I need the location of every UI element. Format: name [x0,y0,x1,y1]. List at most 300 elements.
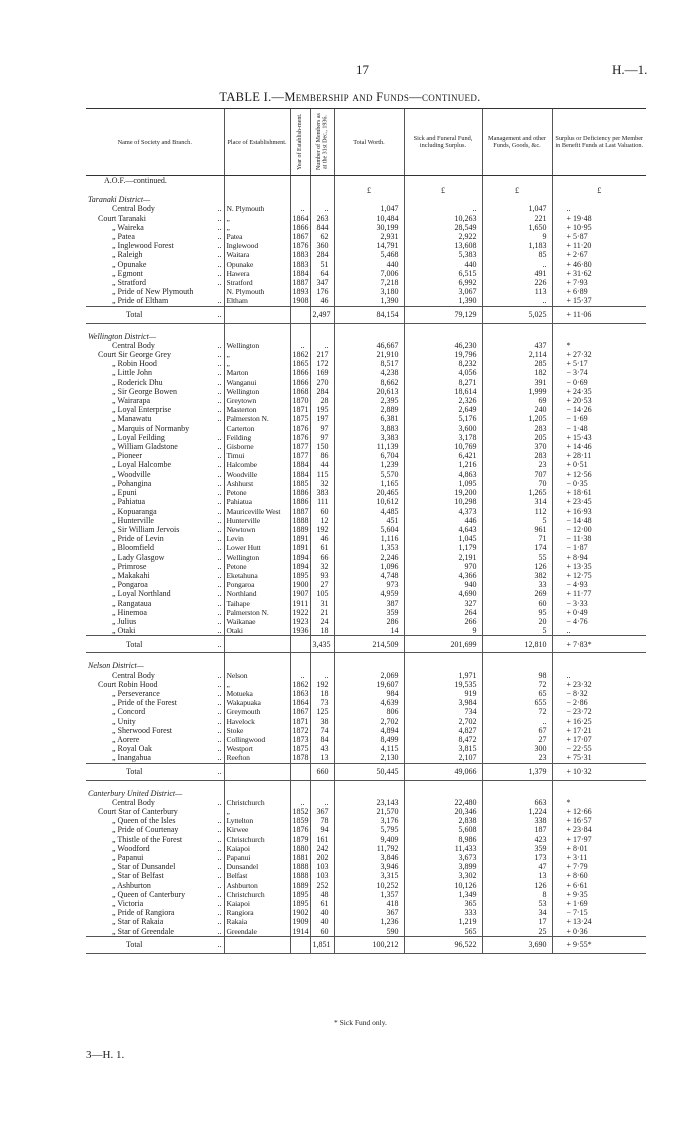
member-count: 13 [310,753,334,763]
empty-cell-5 [404,661,482,670]
member-count: 61 [310,543,334,552]
leader-dots: .. [217,816,222,826]
branch-row [86,908,646,917]
total-label [86,936,224,953]
year-established: 1871 [290,405,310,414]
year-established: 1875 [290,414,310,423]
leader-dots: .. [217,204,222,214]
branch-name [86,744,224,753]
sick-funeral-fund: 3,178 [404,433,482,442]
year-established: 1880 [290,844,310,853]
sick-funeral-fund: 28,549 [404,223,482,232]
branch-row [86,735,646,744]
sick-funeral-fund: 46,230 [404,341,482,350]
year-established: 1872 [290,726,310,735]
place-of-establishment: Greytown [224,396,290,405]
branch-name-text: „ Inangahua [112,753,151,763]
leader-dots: .. [217,917,222,927]
member-count: 48 [310,890,334,899]
member-count: 18 [310,689,334,698]
sick-funeral-fund: 2,838 [404,816,482,825]
place-of-establishment: Pongaroa [224,580,290,589]
branch-name [86,460,224,469]
surplus-deficiency: + 1·69 [552,899,646,908]
col-header-year [290,109,310,176]
management-funds: 95 [482,608,552,617]
branch-row [86,414,646,423]
place-of-establishment: „ [224,223,290,232]
branch-name [86,580,224,589]
col-header-members [310,109,334,176]
management-funds: 5 [482,626,552,636]
sick-funeral-fund: 266 [404,617,482,626]
management-funds: 655 [482,698,552,707]
branch-name [86,698,224,707]
branch-name [86,671,224,680]
leader-dots: .. [217,871,222,881]
place-of-establishment: Dunsandel [224,862,290,871]
management-funds: .. [482,260,552,269]
total-label [86,636,224,653]
member-count: 103 [310,862,334,871]
member-count: 176 [310,287,334,296]
leader-dots: .. [217,259,222,269]
empty-cell-2 [290,653,310,662]
surplus-deficiency: + 0·49 [552,608,646,617]
leader-dots: .. [217,442,222,452]
branch-name-text: „ Stratford [112,278,146,288]
branch-name-text: „ Loyal Enterprise [112,405,172,415]
leader-dots: .. [217,940,222,950]
management-funds: 187 [482,825,552,834]
branch-row [86,927,646,937]
surplus-deficiency: + 17·97 [552,835,646,844]
year-established: 1877 [290,442,310,451]
total-worth: 4,959 [334,589,404,598]
management-funds: 67 [482,726,552,735]
member-count: 12 [310,516,334,525]
branch-name-text: „ Makakahi [112,570,150,580]
management-funds: .. [482,717,552,726]
leader-dots: .. [217,862,222,872]
management-funds: 663 [482,798,552,807]
sick-funeral-fund: 4,366 [404,571,482,580]
place-of-establishment: Kaiapoi [224,844,290,853]
branch-name-text: „ Royal Oak [112,744,152,754]
branch-row [86,881,646,890]
leader-dots: .. [217,405,222,415]
branch-name-text: „ Aorere [112,734,140,744]
management-funds: 20 [482,617,552,626]
year-established: 1886 [290,488,310,497]
member-count: 40 [310,908,334,917]
empty-cell-5 [404,176,482,186]
surplus-deficiency: + 20·53 [552,396,646,405]
leader-dots: .. [217,589,222,599]
leader-dots: .. [217,889,222,899]
place-of-establishment: „ [224,350,290,359]
total-worth: 20,465 [334,488,404,497]
year-established: 1908 [290,296,310,306]
year-established: 1883 [290,250,310,259]
place-of-establishment: Otaki [224,626,290,636]
year-established: 1883 [290,260,310,269]
sick-funeral-fund: 2,702 [404,717,482,726]
branch-row [86,798,646,807]
branch-name-text: Court Robin Hood [98,679,158,689]
total-worth: 8,517 [334,359,404,368]
empty-cell-0 [86,185,224,195]
branch-row [86,287,646,296]
total-worth: 3,883 [334,424,404,433]
member-count: 32 [310,479,334,488]
total-worth: 3,946 [334,862,404,871]
col-header-total-worth: Total Worth. [334,109,404,176]
total-worth: 359 [334,608,404,617]
management-funds: .. [482,296,552,306]
branch-name [86,844,224,853]
branch-name [86,753,224,763]
branch-name-text: „ Pongaroa [112,580,148,590]
year-established: 1878 [290,753,310,763]
surplus-deficiency: + 31·62 [552,269,646,278]
surplus-deficiency: − 0·35 [552,479,646,488]
management-funds: 85 [482,250,552,259]
surplus-deficiency: + 14·46 [552,442,646,451]
branch-row [86,250,646,259]
empty-cell-3 [310,176,334,186]
place-of-establishment: Kirwee [224,825,290,834]
sick-funeral-fund: 264 [404,608,482,617]
section-heading-row [86,195,646,204]
branch-name-text: „ Hunterville [112,515,154,525]
place-of-establishment: Masterton [224,405,290,414]
sick-funeral-fund: 3,815 [404,744,482,753]
total-worth: 451 [334,516,404,525]
member-count: 150 [310,442,334,451]
sick-funeral-fund: 333 [404,908,482,917]
management-funds: 71 [482,534,552,543]
branch-name [86,470,224,479]
total-worth: 1,353 [334,543,404,552]
branch-name-text: „ Patea [112,232,135,242]
management-funds: 25 [482,927,552,937]
empty-cell-2 [290,195,310,204]
total-members: 3,435 [310,636,334,653]
management-funds: 2,114 [482,350,552,359]
branch-name [86,214,224,223]
year-established: 1876 [290,424,310,433]
branch-name [86,908,224,917]
total-worth: 418 [334,899,404,908]
leader-dots: .. [217,853,222,862]
total-worth: 3,846 [334,853,404,862]
sick-funeral-fund: 13,608 [404,241,482,250]
section-heading: Nelson District— [88,661,144,671]
year-established: 1900 [290,580,310,589]
surplus-deficiency: − 1·69 [552,414,646,423]
branch-name [86,278,224,287]
sick-funeral-fund: 1,179 [404,543,482,552]
sick-funeral-fund: 8,472 [404,735,482,744]
leader-dots: .. [217,670,222,680]
place-of-establishment: Marton [224,368,290,377]
total-worth: 30,199 [334,223,404,232]
total-row [86,636,646,653]
year-established: 1888 [290,862,310,871]
surplus-deficiency: + 12·66 [552,807,646,816]
currency-symbol: £ [404,185,482,195]
place-of-establishment: Petone [224,488,290,497]
leader-dots: .. [217,497,222,507]
surplus-deficiency: − 0·69 [552,378,646,387]
member-count: 46 [310,534,334,543]
total-worth: 4,485 [334,507,404,516]
branch-row [86,671,646,680]
management-funds: 226 [482,278,552,287]
empty-cell-3 [310,780,334,789]
branch-name [86,442,224,451]
sick-funeral-fund: 940 [404,580,482,589]
year-established: 1864 [290,214,310,223]
branch-name [86,680,224,689]
total-worth: 4,748 [334,571,404,580]
management-funds: 55 [482,553,552,562]
surplus-deficiency: .. [552,671,646,680]
year-established: 1868 [290,387,310,396]
surplus-deficiency: + 8·94 [552,553,646,562]
branch-row [86,899,646,908]
place-of-establishment: N. Plymouth [224,287,290,296]
branch-name [86,396,224,405]
total-surplus: + 7·83* [552,636,646,653]
place-of-establishment: Lower Hutt [224,543,290,552]
branch-name [86,589,224,598]
place-of-establishment: Palmerston N. [224,608,290,617]
branch-name-text: Central Body [112,797,155,807]
place-of-establishment: Lyttelton [224,816,290,825]
year-established: 1866 [290,223,310,232]
place-of-establishment: Belfast [224,871,290,880]
year-established: 1895 [290,890,310,899]
branch-name [86,562,224,571]
surplus-deficiency: − 7·15 [552,908,646,917]
total-management: 3,690 [482,936,552,953]
branch-row [86,260,646,269]
total-management: 12,810 [482,636,552,653]
member-count: 270 [310,378,334,387]
place-of-establishment: Wellington [224,341,290,350]
total-worth: 1,096 [334,562,404,571]
place-of-establishment: Mauriceville West [224,507,290,516]
branch-name [86,350,224,359]
management-funds: 182 [482,368,552,377]
branch-name-text: „ Unity [112,716,136,726]
section-heading: Wellington District— [88,331,156,341]
branch-row [86,689,646,698]
branch-name [86,204,224,213]
place-of-establishment: Opunake [224,260,290,269]
branch-row [86,433,646,442]
empty-cell-0 [86,323,224,332]
branch-name-text: „ Primrose [112,561,147,571]
leader-dots: .. [217,734,222,744]
branch-name [86,223,224,232]
management-funds: 491 [482,269,552,278]
place-of-establishment: Wellington [224,553,290,562]
leader-dots: .. [217,506,222,516]
sick-funeral-fund: 4,643 [404,525,482,534]
year-established: .. [290,341,310,350]
total-worth-sum: 50,445 [334,763,404,780]
surplus-deficiency: + 17·07 [552,735,646,744]
sick-funeral-fund: 734 [404,707,482,716]
leader-dots: .. [217,698,222,708]
leader-dots: .. [217,432,222,442]
surplus-deficiency: + 0·51 [552,460,646,469]
place-of-establishment: Feilding [224,433,290,442]
year-established: 1891 [290,534,310,543]
place-of-establishment: Patea [224,232,290,241]
branch-name-text: „ Manawatu [112,414,152,424]
place-of-establishment: Eketahuna [224,571,290,580]
branch-row [86,488,646,497]
total-worth: 8,662 [334,378,404,387]
total-management: 1,379 [482,763,552,780]
management-funds: 707 [482,470,552,479]
total-worth: 6,704 [334,451,404,460]
total-worth: 19,607 [334,680,404,689]
management-funds: 1,183 [482,241,552,250]
place-of-establishment: Greendale [224,927,290,937]
empty-cell-2 [290,936,310,953]
sick-funeral-fund: 19,200 [404,488,482,497]
branch-name [86,250,224,259]
section-spacer [86,323,646,332]
currency-row [86,185,646,195]
total-worth: 1,236 [334,917,404,926]
place-of-establishment: Petone [224,562,290,571]
member-count: 44 [310,460,334,469]
empty-cell-4 [334,789,404,798]
page-number: 17 [356,62,369,77]
branch-row [86,890,646,899]
empty-cell-6 [482,323,552,332]
member-count: 73 [310,698,334,707]
empty-cell-3 [310,323,334,332]
branch-name-text: „ Sir George Bowen [112,386,177,396]
branch-row [86,424,646,433]
member-count: 111 [310,497,334,506]
empty-cell-1 [224,195,290,204]
leader-dots: .. [217,766,222,776]
year-established: 1879 [290,835,310,844]
member-count: 284 [310,250,334,259]
member-count: .. [310,204,334,213]
place-of-establishment: Wellington [224,387,290,396]
total-worth: 1,047 [334,204,404,213]
section-heading-row [86,789,646,798]
branch-name [86,359,224,368]
management-funds: 98 [482,671,552,680]
total-worth: 1,165 [334,479,404,488]
member-count: 195 [310,405,334,414]
place-of-establishment: Pahiatua [224,497,290,506]
branch-name-text: „ Star of Greendale [112,926,174,936]
branch-name-text: „ Pride of Courtenay [112,825,179,835]
sick-funeral-fund: 9 [404,626,482,636]
branch-name [86,341,224,350]
currency-symbol: £ [334,185,404,195]
currency-symbol: £ [482,185,552,195]
member-count: 32 [310,562,334,571]
leader-dots: .. [217,880,222,890]
empty-cell-2 [290,636,310,653]
leader-dots: .. [217,232,222,242]
empty-cell-6 [482,176,552,186]
empty-cell-4 [334,653,404,662]
branch-row [86,599,646,608]
management-funds: 23 [482,753,552,763]
branch-row [86,204,646,213]
empty-cell-3 [310,653,334,662]
member-count: 125 [310,707,334,716]
section-heading-row [86,661,646,670]
branch-row [86,553,646,562]
management-funds: 382 [482,571,552,580]
empty-cell-7 [552,332,646,341]
surplus-deficiency: + 15·43 [552,433,646,442]
leader-dots: .. [217,753,222,763]
branch-name [86,497,224,506]
place-of-establishment: Waikanae [224,617,290,626]
empty-cell-1 [224,780,290,789]
leader-dots: .. [217,716,222,726]
place-of-establishment: Halcombe [224,460,290,469]
branch-row [86,507,646,516]
year-established: 1902 [290,908,310,917]
leader-dots: .. [217,250,222,260]
branch-row [86,807,646,816]
management-funds: 60 [482,599,552,608]
surplus-deficiency: + 7·93 [552,278,646,287]
total-worth: 367 [334,908,404,917]
sick-funeral-fund: 3,067 [404,287,482,296]
branch-name-text: „ Sir William Jervois [112,524,180,534]
management-funds: 1,650 [482,223,552,232]
member-count: 844 [310,223,334,232]
management-funds: 23 [482,460,552,469]
branch-name [86,405,224,414]
leader-dots: .. [217,340,222,350]
surplus-deficiency: .. [552,204,646,213]
management-funds: 113 [482,287,552,296]
sick-funeral-fund: 327 [404,599,482,608]
leader-dots: .. [217,278,222,288]
section-spacer [86,653,646,662]
page-header [0,62,700,82]
total-worth: 286 [334,617,404,626]
total-worth: 11,139 [334,442,404,451]
surplus-deficiency: + 12·56 [552,470,646,479]
year-established: .. [290,671,310,680]
empty-cell-4 [334,323,404,332]
col-header-year-text: Year of Establish-ment. [296,113,303,171]
branch-row [86,571,646,580]
sick-funeral-fund: 22,480 [404,798,482,807]
year-established: 1884 [290,269,310,278]
empty-cell-0 [86,653,224,662]
